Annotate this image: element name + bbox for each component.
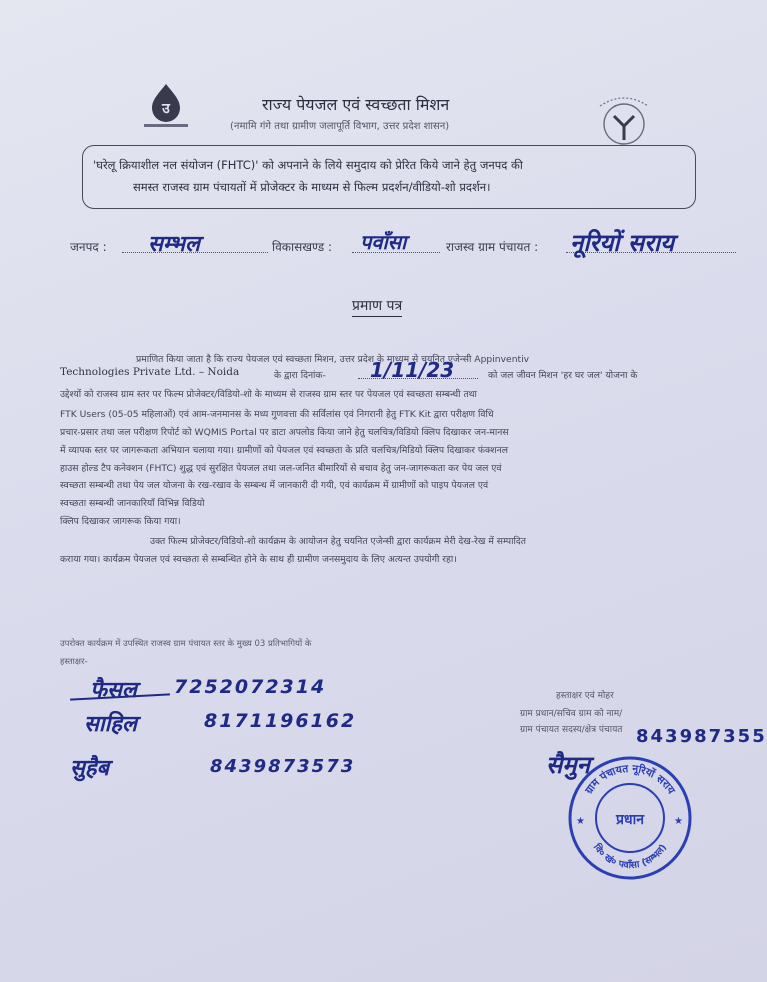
participants-label-line-1: उपरोक्त कार्यक्रम में उपस्थित राजस्व ग्राम पंचायत स्तर के मुख्य 03 प्रतिभागियों के <box>60 639 312 649</box>
location-fields <box>70 229 750 274</box>
district-value: सम्भल <box>148 232 200 257</box>
body-line-2-end: को जल जीवन मिशन 'हर घर जल' योजना के <box>488 370 638 381</box>
body-line-4: FTK Users (05-05 महिलाओं) एवं आम-जनमानस के मध्य गुणवत्ता की सर्विलांस एवं निगरानी हेतु FTK Kit द्वारा परीक्षण विधि <box>60 409 494 420</box>
mission-title: राज्य पेयजल एवं स्वच्छता मिशन <box>262 95 450 114</box>
jal-nigam-logo-icon <box>140 80 192 132</box>
seal-star-right-icon: ★ <box>674 816 683 827</box>
participant-2-name: साहिल <box>84 712 137 737</box>
participant-1-phone: 7252072314 <box>174 676 327 698</box>
pradhan-phone: 843987355 <box>636 726 767 747</box>
body-line-12: कराया गया। कार्यक्रम पेयजल एवं स्वच्छता से सम्बन्धित होने के साथ ही ग्रामीण जनसमुदाय के लिए अत्यन्त उपयोगी रहा। <box>60 554 457 565</box>
pradhan-signature: सैमुन <box>546 751 590 779</box>
agency-name: Technologies Private Ltd. – Noida <box>60 366 240 378</box>
sign-label-line-2: ग्राम प्रधान/सचिव ग्राम को नाम/ <box>520 709 623 719</box>
banner-line-2: समस्त राजस्व ग्राम पंचायतों में प्रोजेक्टर के माध्यम से फिल्म प्रदर्शन/वीडियो-शो प्रदर्शन। <box>133 180 491 194</box>
mission-subtitle: (नमामि गंगे तथा ग्रामीण जलापूर्ति विभाग, उत्तर प्रदेश शासन) <box>230 121 450 132</box>
body-line-11: उक्त फिल्म प्रोजेक्टर/विडियो-शो कार्यक्रम के आयोजन हेतु चयनित एजेन्सी द्वारा कार्यक्रम मेरी देख-रेख में सम्पादित <box>150 536 526 547</box>
program-date: 1/11/23 <box>370 358 455 382</box>
seal-star-left-icon: ★ <box>576 816 585 827</box>
block-label: विकासखण्ड : <box>272 240 333 254</box>
participant-2-phone: 8171196162 <box>204 710 357 732</box>
village-value: नूरियों सराय <box>570 229 675 257</box>
body-line-7: हाउस होल्ड टैप कनेक्शन (FHTC) शुद्ध एवं सुरक्षित पेयजल तथा जल-जनित बीमारियों से बचाव हेतु जन-जागरूकता कर पेय जल एवं <box>60 463 502 474</box>
sign-label-line-3: ग्राम पंचायत सदस्य/क्षेत्र पंचायत <box>520 725 623 735</box>
body-line-9: स्वच्छता सम्बन्धी जानकारियाँ विभिन्न विडियो <box>60 498 205 509</box>
body-line-6: में व्यापक स्तर पर जागरूकता अभियान चलाया गया। ग्रामीणों को पेयजल एवं स्वच्छता के प्रति चलचित्र/मिडियो क्लिप दिखाकर फंक्शनल <box>60 445 508 456</box>
participant-3-phone: 8439873573 <box>210 756 356 777</box>
svg-text:उ: उ <box>162 101 170 117</box>
participant-row-1 <box>70 674 360 706</box>
body-line-10: क्लिप दिखाकर जागरूक किया गया। <box>60 516 181 527</box>
subject-banner <box>82 145 696 209</box>
block-value: पवाँसा <box>360 230 407 254</box>
participant-row-2 <box>60 708 360 742</box>
sign-label-line-1: हस्ताक्षर एवं मोहर <box>556 691 614 701</box>
body-line-1: प्रमाणित किया जाता है कि राज्य पेयजल एवं स्वच्छता मिशन, उत्तर प्रदेश के माध्यम से चयनित एजेन्सी Appinventiv <box>136 354 530 365</box>
banner-line-1: 'घरेलू क्रियाशील नल संयोजन (FHTC)' को अपनाने के लिये समुदाय को प्रेरित किये जाने हेतु जनपद की <box>93 158 523 172</box>
seal-top-text: ग्राम पंचायत नूरियों सराय <box>582 762 678 797</box>
participant-row-3 <box>60 752 380 786</box>
district-label: जनपद : <box>70 240 107 254</box>
gram-pradhan-seal-icon <box>566 754 694 882</box>
certificate-title: प्रमाण पत्र <box>352 296 402 317</box>
body-line-5: प्रचार-प्रसार तथा जल परीक्षण रिपोर्ट को WQMIS Portal पर डाटा अपलोड किया जाने हेतु चलचित्र/विडियो क्लिप दिखाकर जन-मानस <box>60 427 509 438</box>
mission-emblem-icon <box>592 96 656 148</box>
village-label: राजस्व ग्राम पंचायत : <box>446 240 539 254</box>
body-line-3: उद्देश्यों को राजस्व ग्राम स्तर पर फिल्म प्रोजेक्टर/विडियो-शो के माध्यम से राजस्व ग्राम स्तर पर पेयजल एवं स्वच्छता सम्बन्धी तथा <box>60 389 477 400</box>
date-label: के द्वारा दिनांक- <box>274 370 326 381</box>
participant-1-name: फैसल <box>90 678 137 703</box>
participants-label-line-2: हस्ताक्षर- <box>60 657 88 667</box>
seal-bottom-text: वि० खं० पवाँसा (सम्भल) <box>590 842 670 872</box>
body-line-8: स्वच्छता सम्बन्धी तथा पेय जल योजना के रख-रखाव के सम्बन्ध में जानकारी दी गयी, एवं कार्यक्रम में ग्रामीणों को पाइप पेयजल एवं <box>60 480 489 491</box>
participant-3-name: सुहैब <box>70 756 110 781</box>
seal-center-text: प्रधान <box>616 812 644 828</box>
svg-text:वि० खं० पवाँसा (सम्भल) <box>590 841 669 872</box>
